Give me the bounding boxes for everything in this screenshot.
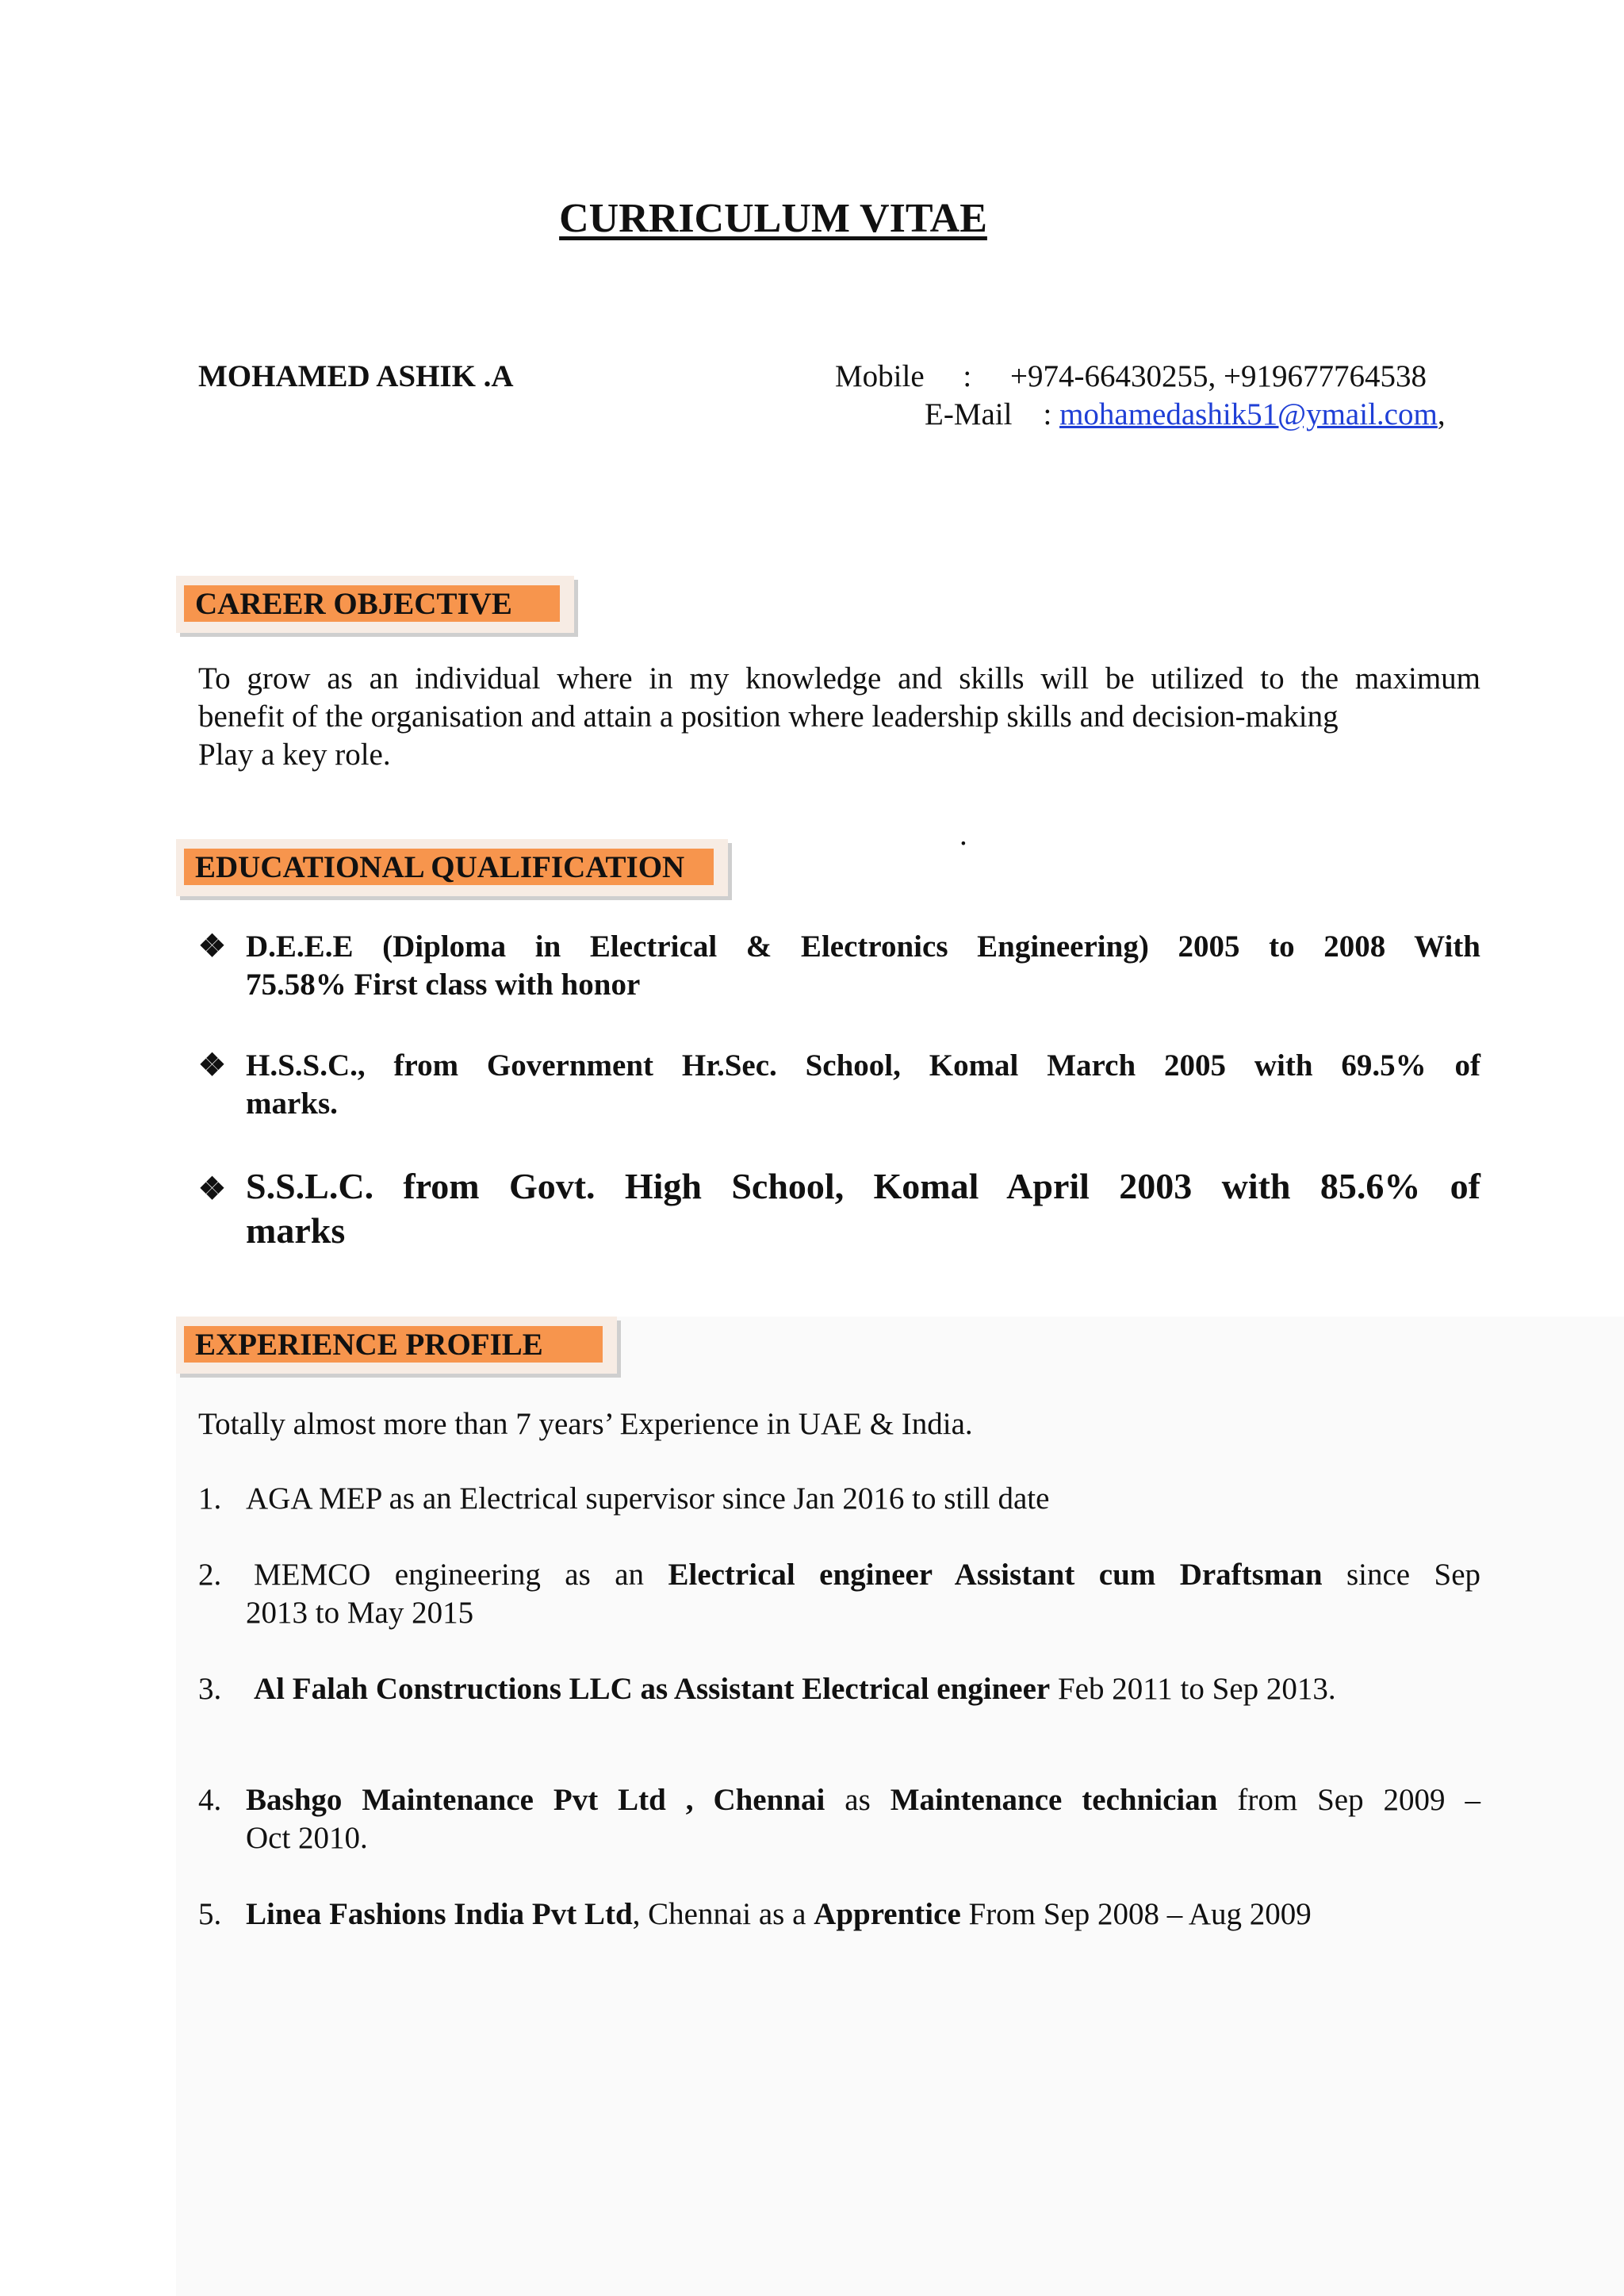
experience-text: 2013 to May 2015 <box>246 1596 474 1630</box>
career-objective-heading-box <box>176 576 574 633</box>
mobile-line <box>835 358 1427 394</box>
diamond-bullet-icon: ❖ <box>198 1048 226 1083</box>
experience-heading-box <box>176 1317 617 1374</box>
diamond-bullet-icon: ❖ <box>198 1172 226 1206</box>
education-item-line: marks <box>246 1210 346 1251</box>
candidate-name: MOHAMED ASHIK .A <box>198 359 514 393</box>
education-item-line: H.S.S.C., from Government Hr.Sec. School, Komal March 2005 with 69.5% of <box>246 1048 1480 1083</box>
item-number: 5. <box>198 1897 222 1931</box>
experience-item <box>198 1556 1481 1632</box>
experience-company: Linea Fashions India Pvt Ltd <box>246 1897 633 1931</box>
education-heading-box <box>176 839 728 896</box>
email-line <box>925 397 1446 432</box>
objective-line: To grow as an individual where in my knowledge and skills will be utilized to the maximum <box>198 661 1480 696</box>
email-trailing: , <box>1437 397 1446 431</box>
experience-role: Maintenance technician <box>890 1783 1218 1817</box>
experience-item <box>198 1480 1480 1518</box>
experience-text: from Sep 2009 – <box>1237 1783 1480 1817</box>
experience-line <box>246 1781 1480 1819</box>
experience-text: , Chennai as a <box>632 1897 806 1931</box>
mobile-separator: : <box>963 359 972 393</box>
item-number: 4. <box>198 1783 222 1817</box>
email-label: E-Mail <box>925 397 1013 431</box>
objective-line: Play a key role. <box>198 738 391 772</box>
stray-dot: . <box>959 818 967 852</box>
experience-text: AGA MEP as an Electrical supervisor since Jan 2016 to still date <box>246 1481 1050 1516</box>
education-item-line: D.E.E.E (Diploma in Electrical & Electronics Engineering) 2005 to 2008 With <box>246 930 1480 964</box>
experience-role: Al Falah Constructions LLC as Assistant Electrical engineer <box>254 1672 1051 1706</box>
education-item-line: S.S.L.C. from Govt. High School, Komal April 2003 with 85.6% of <box>246 1166 1480 1206</box>
experience-item <box>198 1781 1480 1857</box>
experience-item <box>198 1670 1480 1708</box>
education-item <box>198 1047 1480 1123</box>
experience-company: Bashgo Maintenance Pvt Ltd , Chennai <box>246 1783 825 1817</box>
objective-line: benefit of the organisation and attain a position where leadership skills and decision-making <box>198 700 1339 734</box>
education-item <box>198 928 1480 1004</box>
education-item <box>198 1164 1480 1253</box>
experience-line <box>246 1895 1480 1934</box>
education-item-line: 75.58% First class with honor <box>246 968 641 1002</box>
item-number: 2. <box>198 1558 222 1592</box>
career-objective-heading: CAREER OBJECTIVE <box>184 585 560 622</box>
experience-line <box>246 1670 1480 1708</box>
diamond-bullet-icon: ❖ <box>198 930 226 964</box>
item-number: 1. <box>198 1481 222 1516</box>
experience-text: Feb 2011 to Sep 2013. <box>1057 1672 1336 1706</box>
mobile-value: +974-66430255, +919677764538 <box>1010 359 1427 393</box>
email-link[interactable]: mohamedashik51@ymail.com <box>1059 397 1438 431</box>
experience-summary: Totally almost more than 7 years’ Experience in UAE & India. <box>198 1407 973 1441</box>
document-title: CURRICULUM VITAE <box>559 196 987 241</box>
experience-heading: EXPERIENCE PROFILE <box>184 1326 603 1363</box>
career-objective-text <box>198 660 1480 774</box>
email-separator: : <box>1043 397 1052 431</box>
experience-role: Apprentice <box>814 1897 961 1931</box>
experience-role: Electrical engineer Assistant cum Draftsman <box>668 1558 1323 1592</box>
experience-text: as <box>845 1783 871 1817</box>
experience-text: MEMCO engineering as an <box>254 1558 645 1592</box>
experience-item <box>198 1895 1480 1934</box>
item-number: 3. <box>198 1672 222 1706</box>
mobile-label: Mobile <box>835 359 925 393</box>
education-item-line: marks. <box>246 1087 338 1121</box>
experience-text: From Sep 2008 – Aug 2009 <box>968 1897 1312 1931</box>
experience-text: since Sep <box>1346 1558 1481 1592</box>
experience-line <box>246 1556 1480 1594</box>
education-heading: EDUCATIONAL QUALIFICATION <box>184 849 714 885</box>
experience-text: Oct 2010. <box>246 1821 368 1855</box>
